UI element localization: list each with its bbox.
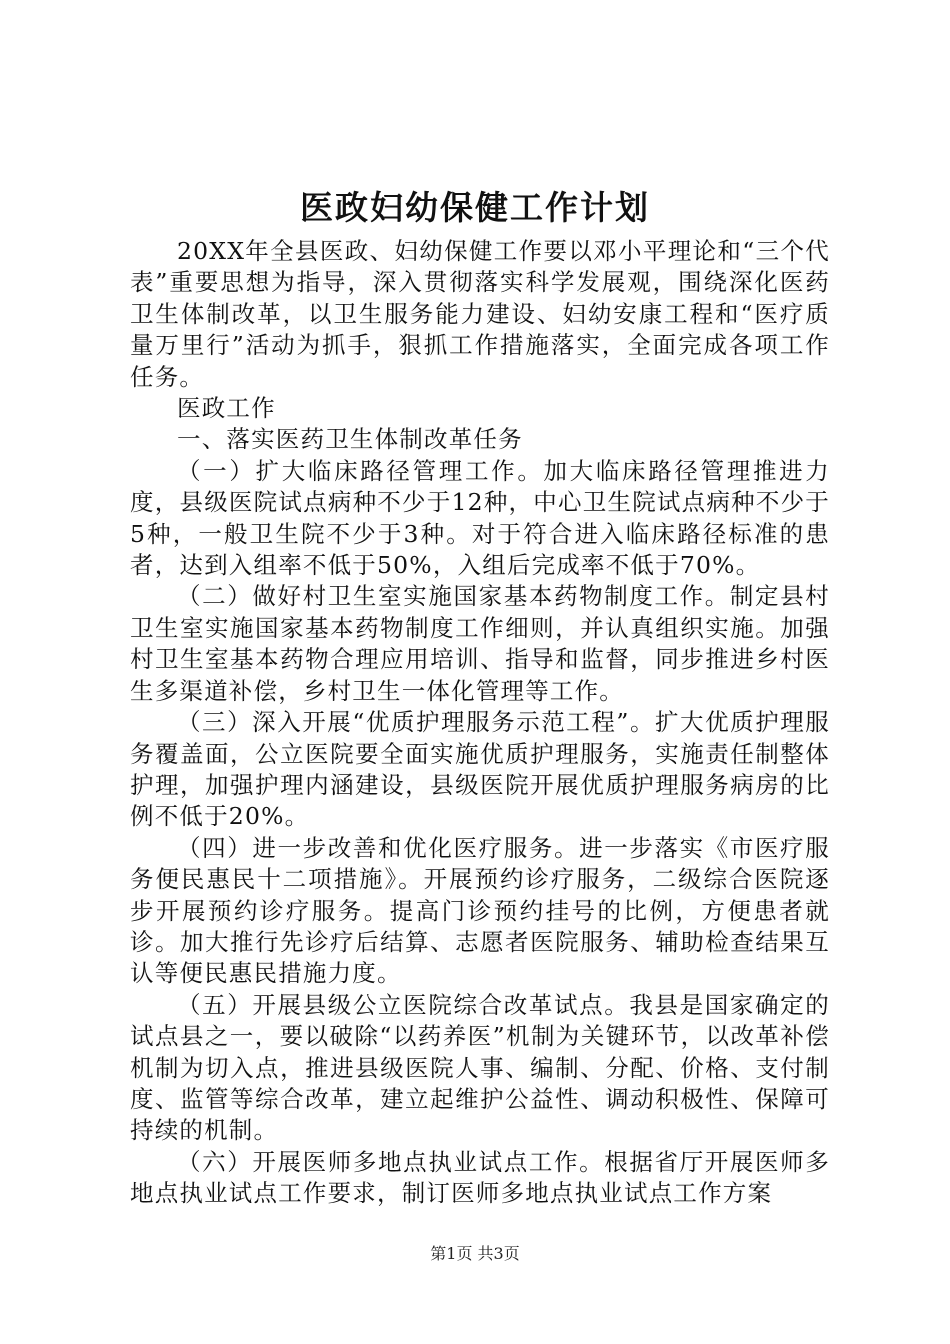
subsection-heading-reform: 一、落实医药卫生体制改革任务 xyxy=(177,425,523,454)
item-paragraph-4: （四）进一步改善和优化医疗服务。进一步落实《市医疗服务便民惠民十二项措施》。开展预约诊疗服务，二级综合医院逐步开展预约诊疗服务。提高门诊预约挂号的比例，方便患者就诊。加大推行先诊疗后结算、志愿者医院服务、辅助检查结果互认等便民惠民措施力度。 xyxy=(130,833,830,988)
item-paragraph-6: （六）开展医师多地点执业试点工作。根据省厅开展医师多地点执业试点工作要求，制订医师多地点执业试点工作方案 xyxy=(130,1147,830,1208)
document-title: 医政妇幼保健工作计划 xyxy=(300,188,650,227)
section-heading-medical-admin: 医政工作 xyxy=(177,394,276,423)
document-body xyxy=(130,236,830,1210)
item-paragraph-1: （一）扩大临床路径管理工作。加大临床路径管理推进力度，县级医院试点病种不少于12种，中心卫生院试点病种不少于5种，一般卫生院不少于3种。对于符合进入临床路径标准的患者，达到入组率不低于50%，入组后完成率不低于70%。 xyxy=(130,456,830,580)
intro-paragraph: 20XX年全县医政、妇幼保健工作要以邓小平理论和“三个代表”重要思想为指导，深入贯彻落实科学发展观，围绕深化医药卫生体制改革，以卫生服务能力建设、妇幼安康工程和“医疗质量万里行”活动为抓手，狠抓工作措施落实，全面完成各项工作任务。 xyxy=(130,237,830,391)
item-paragraph-3: （三）深入开展“优质护理服务示范工程”。扩大优质护理服务覆盖面，公立医院要全面实施优质护理服务，实施责任制整体护理，加强护理内涵建设，县级医院开展优质护理服务病房的比例不低于20%。 xyxy=(130,708,830,831)
item-paragraph-2: （二）做好村卫生室实施国家基本药物制度工作。制定县村卫生室实施国家基本药物制度工作细则，并认真组织实施。加强村卫生室基本药物合理应用培训、指导和监督，同步推进乡村医生多渠道补偿，乡村卫生一体化管理等工作。 xyxy=(130,582,830,705)
item-paragraph-5: （五）开展县级公立医院综合改革试点。我县是国家确定的试点县之一，要以破除“以药养医”机制为关键环节，以改革补偿机制为切入点，推进县级医院人事、编制、分配、价格、支付制度、监管等综合改革，建立起维护公益性、调动积极性、保障可持续的机制。 xyxy=(130,990,830,1145)
page-footer: 第1页 共3页 xyxy=(430,1244,520,1263)
